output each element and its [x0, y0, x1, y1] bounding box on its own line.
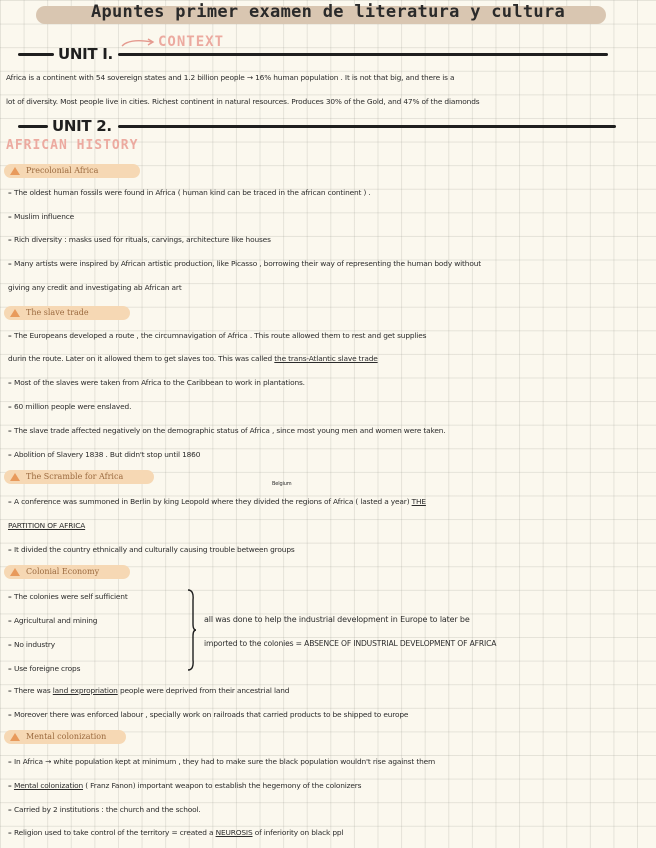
- list-item: [8, 828, 343, 837]
- section-scramble-for-africa: [4, 470, 154, 484]
- list-item: [8, 781, 361, 790]
- underlined-term: NEUROSIS: [215, 828, 253, 837]
- list-item: – In Africa → white population kept at minimum , they had to make sure the black population wouldn't rise against them: [8, 757, 435, 766]
- triangle-icon: [10, 473, 20, 481]
- unit2-right-rule: [118, 125, 616, 128]
- section-title: Precolonial Africa: [26, 166, 99, 175]
- underlined-term: Mental colonization: [13, 781, 84, 790]
- page-title: Apuntes primer examen de literatura y cultura: [90, 2, 566, 22]
- text-span: A conference was summoned in Berlin by king Leopold where they divided the regions of Africa ( lasted a year): [13, 497, 410, 506]
- section-title: The Scramble for Africa: [26, 472, 124, 481]
- section-mental-colonization: [4, 730, 126, 744]
- underlined-term: the trans-Atlantic slave trade: [274, 354, 378, 363]
- text-span: ( Franz Fanon) important weapon to establish the hegemony of the colonizers: [85, 781, 362, 790]
- unit1-text-line-1: Africa is a continent with 54 sovereign states and 1.2 billion people → 16% human population . It is not that big, and there is a: [6, 73, 455, 82]
- list-item-continued: giving any credit and investigating ab African art: [8, 283, 182, 292]
- triangle-icon: [10, 309, 20, 317]
- list-item: – It divided the country ethnically and culturally causing trouble between groups: [8, 545, 295, 554]
- list-item: – Carried by 2 institutions : the church and the school.: [8, 805, 201, 814]
- unit2-tag: AFRICAN HISTORY: [6, 138, 139, 153]
- text-span: of inferiority on black ppl: [254, 828, 344, 837]
- triangle-icon: [10, 167, 20, 175]
- brace-note: all was done to help the industrial development in Europe to later be: [204, 615, 470, 624]
- list-item: – Abolition of Slavery 1838 . But didn't stop until 1860: [8, 450, 200, 459]
- list-item: – Rich diversity : masks used for rituals, carvings, architecture like houses: [8, 235, 271, 244]
- arrow-icon: [118, 34, 158, 50]
- list-item: – Use foreigne crops: [8, 664, 80, 673]
- list-item: – The colonies were self sufficient: [8, 592, 128, 601]
- text-span: durin the route. Later on it allowed them to get slaves too. This was called: [8, 354, 273, 363]
- underlined-term: land expropriation: [52, 686, 118, 695]
- list-item: – Agricultural and mining: [8, 616, 97, 625]
- underlined-term: THE: [411, 497, 426, 506]
- list-item: – The oldest human fossils were found in Africa ( human kind can be traced in the african continent ) .: [8, 188, 371, 197]
- list-item: – Most of the slaves were taken from Africa to the Caribbean to work in plantations.: [8, 378, 305, 387]
- unit1-right-rule: [118, 53, 608, 56]
- unit2-heading: UNIT 2.: [52, 117, 112, 135]
- text-span: There was: [13, 686, 51, 695]
- unit1-left-rule: [18, 53, 54, 56]
- list-item: – Muslim influence: [8, 212, 74, 221]
- annotation-note: Belgium: [272, 481, 292, 487]
- list-item: – The Europeans developed a route , the circumnavigation of Africa . This route allowed them to rest and get supplies: [8, 331, 426, 340]
- underlined-term: PARTITION OF AFRICA: [8, 521, 86, 530]
- list-item-continued: [8, 354, 378, 363]
- triangle-icon: [10, 568, 20, 576]
- unit2-left-rule: [18, 125, 48, 128]
- unit1-text-line-2: lot of diversity. Most people live in cities. Richest continent in natural resources. Produces 30% of the Gold, and 47% of the diamonds: [6, 97, 480, 106]
- list-item: – Many artists were inspired by African artistic production, like Picasso , borrowing their way of representing the human body without: [8, 259, 481, 268]
- list-item: [8, 686, 289, 695]
- section-colonial-economy: [4, 565, 130, 579]
- list-item: – The slave trade affected negatively on the demographic status of Africa , since most young men and women were taken.: [8, 426, 446, 435]
- list-item: – Moreover there was enforced labour , specially work on railroads that carried products to be shipped to europe: [8, 710, 408, 719]
- section-precolonial-africa: [4, 164, 140, 178]
- section-title: Colonial Economy: [26, 567, 100, 576]
- list-item: – 60 million people were enslaved.: [8, 402, 131, 411]
- section-slave-trade: [4, 306, 130, 320]
- text-span: Religion used to take control of the territory = created a: [13, 828, 214, 837]
- list-item: [8, 497, 426, 506]
- triangle-icon: [10, 733, 20, 741]
- section-title: The slave trade: [26, 308, 89, 317]
- list-item: – No industry: [8, 640, 55, 649]
- unit1-heading: UNIT I.: [58, 45, 113, 63]
- brace-note: imported to the colonies = ABSENCE OF INDUSTRIAL DEVELOPMENT OF AFRICA: [204, 639, 497, 648]
- section-title: Mental colonization: [26, 732, 107, 741]
- brace-icon: [186, 588, 196, 672]
- text-span: people were deprived from their ancestrial land: [119, 686, 290, 695]
- unit1-tag: CONTEXT: [158, 34, 225, 50]
